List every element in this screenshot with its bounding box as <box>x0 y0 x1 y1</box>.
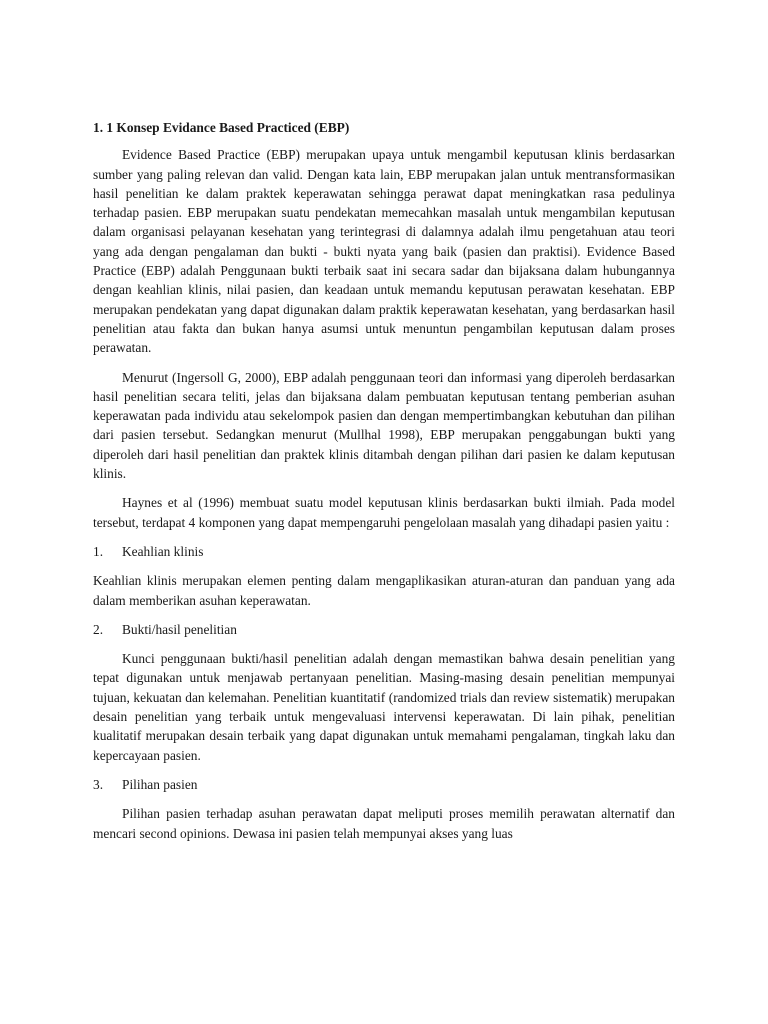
paragraph-ingersoll: Menurut (Ingersoll G, 2000), EBP adalah penggunaan teori dan informasi yang diperoleh berdasarkan hasil penelitian secara teliti, jelas dan bijaksana dalam pembuatan keputusan tentang pemberian asuhan keperawatan pada individu atau sekelompok pasien dan dengan mempertimbangkan kebutuhan dan pilihan dari pasien tersebut. Sedangkan menurut (Mullhal 1998), EBP merupakan penggabungan bukti yang diperoleh dari hasil penelitian dan praktek klinis ditambah dengan pilihan dari pasien ke dalam keputusan klinis. <box>93 369 675 482</box>
list-number: 3. <box>93 776 104 792</box>
paragraph-pilihan-pasien: Pilihan pasien terhadap asuhan perawatan dapat meliputi proses memilih perawatan alternatif dan mencari second opinions. Dewasa ini pasien telah mempunyai akses yang luas <box>93 806 675 841</box>
paragraph-keahlian-klinis: Keahlian klinis merupakan elemen penting dalam mengaplikasikan aturan-aturan dan panduan yang ada dalam memberikan asuhan keperawatan. <box>93 573 675 608</box>
list-title: Pilihan pasien <box>122 776 198 792</box>
list-item-bukti-penelitian <box>93 620 675 639</box>
list-item-keahlian-klinis <box>93 542 675 561</box>
list-item-pilihan-pasien <box>93 775 675 794</box>
paragraph-ebp-definition: Evidence Based Practice (EBP) merupakan upaya untuk mengambil keputusan klinis berdasarkan sumber yang paling relevan dan valid. Dengan kata lain, EBP merupakan jalan untuk mentransformasikan hasil penelitian ke dalam praktek keperawatan sehingga perawat dapat meningkatkan rasa pedulinya terhadap pasien. EBP merupakan suatu pendekatan memecahkan masalah untuk mengambilan keputusan dalam organisasi pelayanan kesehatan yang terintegrasi di dalamnya adalah ilmu pengetahuan atau teori yang ada dengan pengalaman dan bukti - bukti nyata yang baik (pasien dan praktisi). Evidence Based Practice (EBP) adalah Penggunaan bukti terbaik saat ini secara sadar dan bijaksana dalam hubungannya dengan keahlian klinis, nilai pasien, dan keadaan untuk memandu keputusan perawatan kesehatan. EBP merupakan pendekatan yang dapat digunakan dalam praktik keperawatan kesehatan, yang berdasarkan hasil penelitian atau fakta dan bukan hanya asumsi untuk menuntun pengambilan keputusan dalam proses perawatan. <box>93 147 675 356</box>
list-title: Keahlian klinis <box>122 543 204 559</box>
document-page <box>93 118 675 853</box>
list-title: Bukti/hasil penelitian <box>122 621 237 637</box>
paragraph-bukti-penelitian: Kunci penggunaan bukti/hasil penelitian adalah dengan memastikan bahwa desain penelitian yang tepat digunakan untuk menjawab pertanyaan penelitian. Masing-masing desain penelitian mempunyai tujuan, kekuatan dan kelemahan. Penelitian kuantitatif (randomized trials dan review sistematik) merupakan desain penelitian yang terbaik untuk mengevaluasi intervensi keperawatan. Di lain pihak, penelitian kualitatif merupakan desain terbaik yang dapat digunakan untuk memahami pengalaman, tingkah laku dan kepercayaan pasien. <box>93 651 675 763</box>
paragraph-haynes: Haynes et al (1996) membuat suatu model keputusan klinis berdasarkan bukti ilmiah. Pada model tersebut, terdapat 4 komponen yang dapat mempengaruhi pengelolaan masalah yang dihadapi pasien yaitu : <box>93 495 675 530</box>
list-number: 2. <box>93 621 104 637</box>
section-heading: 1. 1 Konsep Evidance Based Practiced (EBP) <box>93 120 350 135</box>
list-number: 1. <box>93 543 104 559</box>
